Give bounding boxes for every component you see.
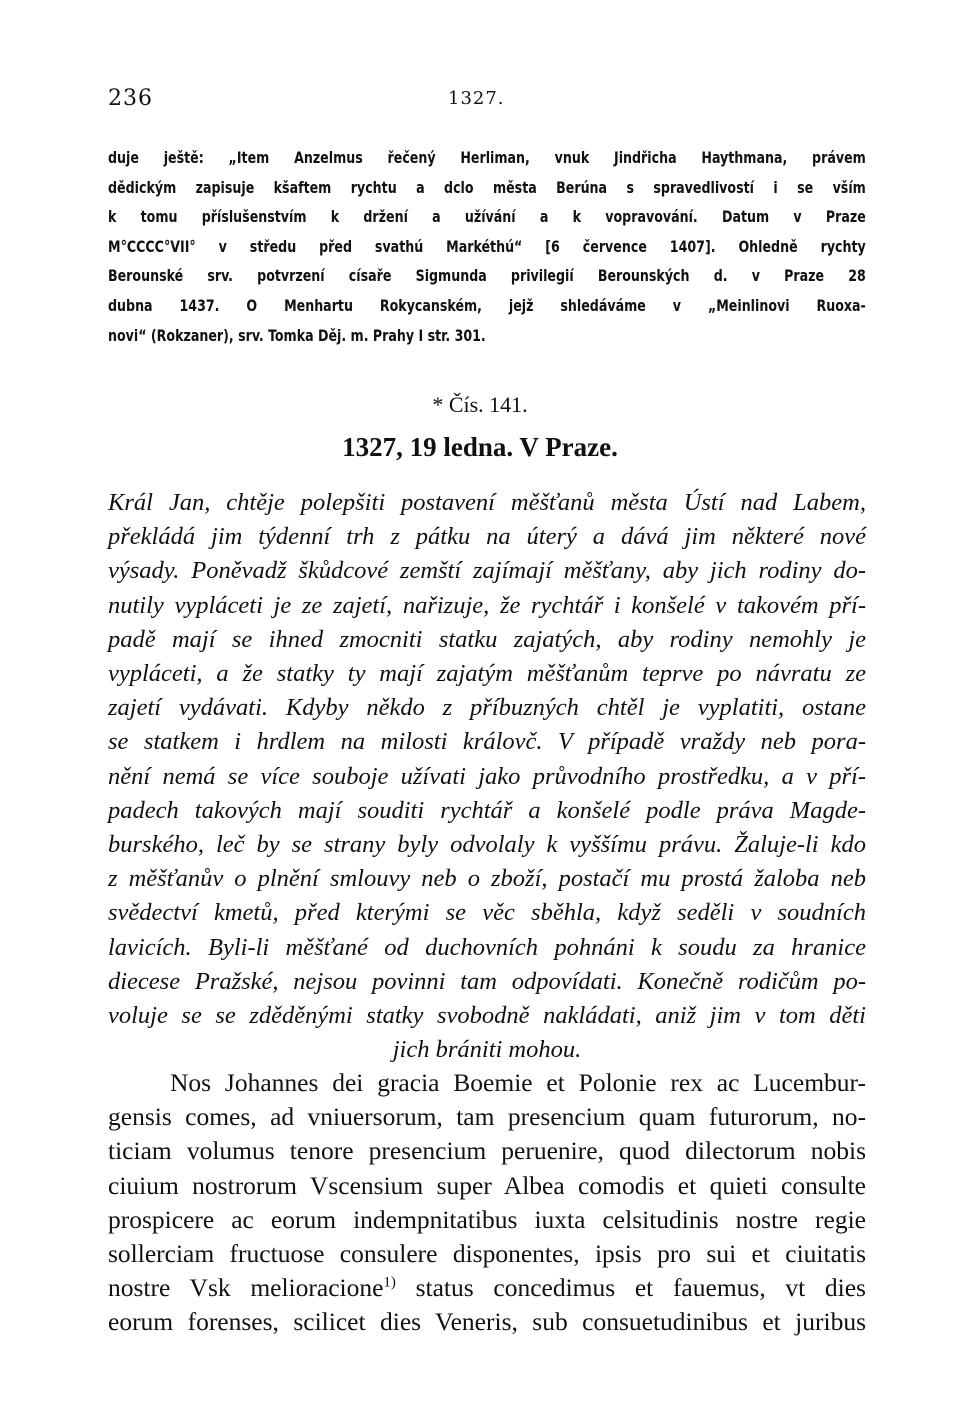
latin-charter-text <box>108 1066 866 1340</box>
latin-line: Nos Johannes dei gracia Boemie et Polonie rex ac Lucembur- <box>170 1068 866 1097</box>
latin-line: ciuium nostrorum Vscensium super Albea comodis et quieti consulte <box>108 1170 866 1200</box>
regest-line: voluje se se zděděnými statky svobodně nakládati, aniž jim v tom děti <box>108 1002 866 1030</box>
document-date-place: 1327, 19 ledna. V Praze. <box>342 432 618 462</box>
regest-line: svědectví kmetů, před kterými se věc sběhla, když seděli v soudních <box>108 899 866 927</box>
note-line: Berounské srv. potvrzení císaře Sigmunda privilegií Berounských d. v Praze 28 <box>108 267 866 286</box>
latin-line: gensis comes, ad vniuersorum, tam presencium quam futurorum, no- <box>108 1102 866 1132</box>
regest-line: z měšťanův o plnění smlouvy neb o zboží, postačí mu prostá žaloba neb <box>108 865 866 893</box>
note-line: novi“ (Rokzaner), srv. Tomka Děj. m. Prahy I str. 301. <box>108 326 486 345</box>
regest-line: nění nemá se více souboje užívati jako průvodního prostředku, a v pří- <box>108 762 866 790</box>
latin-line-with-footnote <box>108 1271 866 1305</box>
latin-line: prospicere ac eorum indempnitatibus iuxta celsitudinis nostre regie <box>108 1204 866 1234</box>
regest-line: Král Jan, chtěje polepšiti postavení měšťanů města Ústí nad Labem, <box>108 489 866 516</box>
regest-line: vypláceti, a že statky ty mají zajatým měšťanům teprve po návratu ze <box>108 660 866 688</box>
latin-line: sollerciam fructuose consulere disponentes, ipsis pro sui et ciuitatis <box>108 1239 866 1269</box>
page-number: 236 <box>108 86 153 111</box>
regest-line: se statkem i hrdlem na milosti královč. V případě vraždy neb pora- <box>108 728 866 756</box>
regest-line: burského, leč by se strany byly odvolaly k vyššímu právu. Žaluje-li kdo <box>108 831 866 859</box>
regest-line: výsady. Poněvadž škůdcové zemští zajímají měšťany, aby jich rodiny do- <box>108 557 866 585</box>
regest-line: nutily vypláceti je ze zajetí, nařizuje, že rychtář i konšelé v takovém pří- <box>108 591 866 619</box>
regest-line: padě mají se ihned zmocniti statku zajatých, aby rodiny nemohly je <box>108 625 866 653</box>
note-line: k tomu příslušenstvím k držení a užívání a k vopravování. Datum v Praze <box>108 208 866 227</box>
running-head <box>108 86 868 116</box>
document-number: * Čís. 141. <box>432 392 528 417</box>
latin-line: eorum forenses, scilicet dies Veneris, sub consuetudinibus et juribus <box>108 1307 866 1337</box>
regest-line: diecese Pražské, nejsou povinni tam odpovídati. Konečně rodičům po- <box>108 967 866 995</box>
note-line: duje ještě: „Item Anzelmus řečený Herliman, vnuk Jindřicha Haythmana, právem <box>108 149 866 167</box>
regest-summary <box>108 486 866 1067</box>
latin-line-end: status concedimus et fauemus, vt dies <box>395 1273 866 1303</box>
regest-line: jich brániti mohou. <box>392 1036 582 1064</box>
note-line: dědickým zapisuje kšaftem rychtu a dclo města Berúna s spravedlivostí i se vším <box>108 178 866 197</box>
regest-line: zajetí vydávati. Kdyby někdo z příbuzných chtěl je vyplatiti, ostane <box>108 694 866 722</box>
latin-line: ticiam volumus tenore presencium peruenire, quod dilectorum nobis <box>108 1136 866 1166</box>
footnote-marker[interactable]: 1) <box>383 1274 396 1291</box>
latin-line-start: nostre Vsk melioracione <box>108 1273 384 1303</box>
note-line: dubna 1437. O Menhartu Rokycanském, jejž shledáváme v „Meinlinovi Ruoxa- <box>108 296 866 315</box>
regest-line: padech takových mají souditi rychtář a konšelé podle práva Magde- <box>108 796 866 824</box>
regest-line: překládá jim týdenní trh z pátku na úterý a dává jim některé nové <box>108 523 866 551</box>
preceding-note <box>108 144 866 351</box>
note-line: M°CCCC°VII° v středu před svathú Markéthú“ [6 července 1407]. Ohledně rychty <box>108 237 866 256</box>
regest-line: lavicích. Byli-li měšťané od duchovních pohnáni k soudu za hranice <box>108 933 866 961</box>
running-year: 1327. <box>448 88 505 109</box>
